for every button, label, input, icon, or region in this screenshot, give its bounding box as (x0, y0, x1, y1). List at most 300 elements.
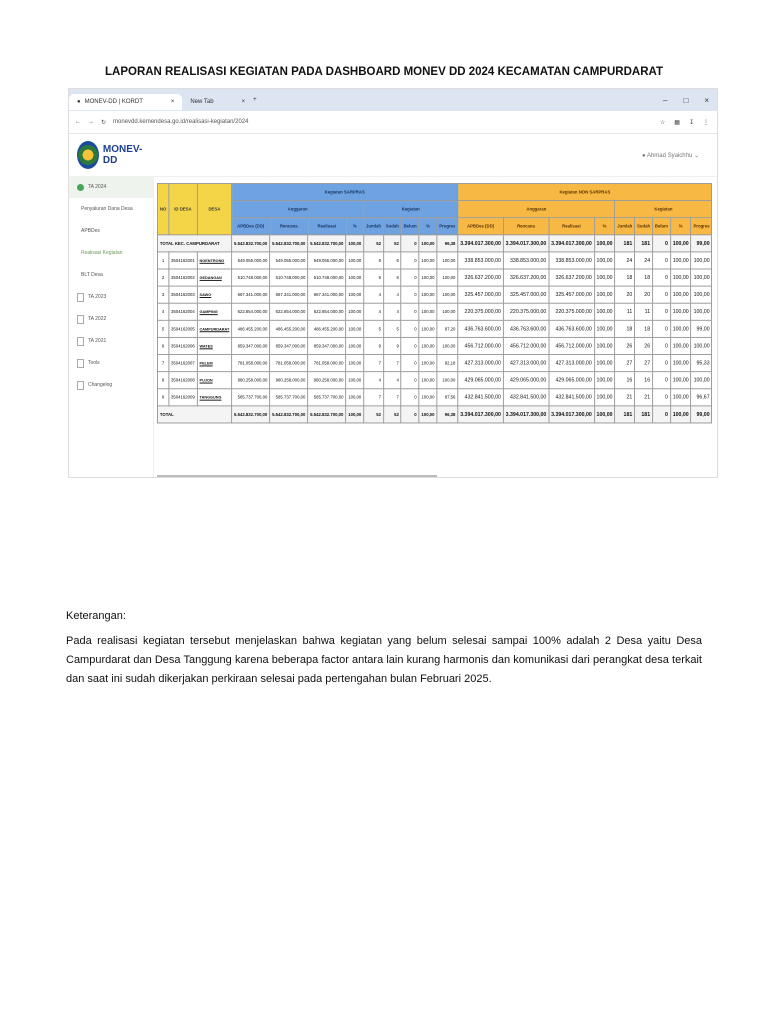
sidebar-label: BLT Desa (81, 272, 103, 278)
cell-non-sarpras: 436.763.600,00 (503, 320, 548, 337)
cell-non-sarpras: 0 (652, 235, 670, 252)
close-icon[interactable]: × (170, 99, 175, 105)
cell-sarpras: 100,00 (437, 269, 458, 286)
header-jumlah-s: Jumlah (364, 218, 384, 235)
cell-sarpras: 100,00 (419, 372, 437, 389)
cell-non-sarpras: 100,00 (670, 406, 691, 423)
browser-tab-bar (69, 89, 717, 111)
forward-icon[interactable]: → (88, 119, 94, 125)
cell-non-sarpras: 99,00 (691, 235, 712, 252)
cell-sarpras: 622.854.000,00 (308, 303, 346, 320)
header-desa: DESA (197, 183, 231, 234)
cell-non-sarpras: 26 (635, 337, 653, 354)
cell-non-sarpras: 456.712.000,00 (549, 337, 594, 354)
cell-sarpras: 667.341.000,00 (308, 286, 346, 303)
row-no: 2 (157, 269, 168, 286)
cell-sarpras: 0 (401, 303, 419, 320)
dashboard-screenshot (68, 88, 718, 478)
cell-non-sarpras: 432.841.500,00 (549, 389, 594, 406)
header-group-non-sarpras: Kegiatan NON SARPRAS (458, 183, 712, 200)
cell-sarpras: 100,00 (346, 269, 364, 286)
cell-non-sarpras: 429.065.000,00 (549, 372, 594, 389)
cell-sarpras: 100,00 (346, 303, 364, 320)
header-kegiatan-n: Kegiatan (615, 201, 712, 218)
table-row (157, 337, 712, 354)
cell-non-sarpras: 96,67 (691, 389, 712, 406)
cell-sarpras: 667.341.000,00 (270, 286, 308, 303)
cell-sarpras: 4 (364, 303, 384, 320)
cell-non-sarpras: 21 (635, 389, 653, 406)
cell-non-sarpras: 436.763.600,00 (458, 320, 503, 337)
cell-sarpras: 100,00 (419, 320, 437, 337)
cell-sarpras: 87,20 (437, 320, 458, 337)
sidebar-item-ta-2022[interactable] (69, 308, 153, 330)
cell-sarpras: 100,00 (346, 286, 364, 303)
sidebar-item-apbdes[interactable] (69, 220, 153, 242)
cell-sarpras: 0 (401, 269, 419, 286)
restore-icon[interactable]: □ (683, 95, 689, 105)
cell-sarpras: 100,00 (346, 252, 364, 269)
table-row (157, 372, 712, 389)
cell-sarpras: 0 (401, 337, 419, 354)
cell-sarpras: 667.341.000,00 (232, 286, 270, 303)
document-icon (77, 293, 84, 302)
document-icon (77, 315, 84, 324)
document-icon (77, 337, 84, 346)
sidebar-label: TA 2023 (88, 294, 107, 300)
cell-sarpras: 100,00 (419, 235, 437, 252)
cell-non-sarpras: 18 (635, 269, 653, 286)
cell-sarpras: 486.455.200,00 (232, 320, 270, 337)
cell-non-sarpras: 0 (652, 389, 670, 406)
sidebar-item-realisasi[interactable] (69, 242, 153, 264)
download-icon[interactable]: ↧ (688, 119, 694, 126)
row-desa-link[interactable]: PELEM (197, 355, 231, 372)
cell-non-sarpras: 95,33 (691, 355, 712, 372)
cell-non-sarpras: 11 (615, 303, 635, 320)
header-sudah-s: Sudah (383, 218, 401, 235)
cell-non-sarpras: 100,00 (594, 406, 615, 423)
row-desa-link[interactable]: WATES (197, 337, 231, 354)
cell-sarpras: 585.737.700,00 (308, 389, 346, 406)
cell-sarpras: 5 (383, 320, 401, 337)
cell-sarpras: 4 (383, 372, 401, 389)
cell-non-sarpras: 18 (615, 269, 635, 286)
horizontal-scrollbar[interactable] (157, 475, 437, 477)
cell-sarpras: 6 (364, 252, 384, 269)
sidebar-label: TA 2022 (88, 316, 107, 322)
table-row (157, 355, 712, 372)
app-logo (69, 134, 153, 176)
row-no: 6 (157, 337, 168, 354)
cell-sarpras: 4 (364, 372, 384, 389)
app-sidebar (69, 134, 154, 477)
cell-sarpras: 6 (383, 252, 401, 269)
cell-sarpras: 510.748.000,00 (308, 269, 346, 286)
cell-non-sarpras: 456.712.000,00 (458, 337, 503, 354)
browser-tab-new[interactable] (182, 94, 253, 110)
cell-non-sarpras: 100,00 (594, 337, 615, 354)
cell-sarpras: 100,00 (437, 303, 458, 320)
cell-sarpras: 486.455.200,00 (308, 320, 346, 337)
cell-sarpras: 549.055.000,00 (308, 252, 346, 269)
cell-sarpras: 859.347.000,00 (232, 337, 270, 354)
cell-non-sarpras: 3.394.017.300,00 (458, 235, 503, 252)
user-name: Ahmad Syaichhu (646, 152, 693, 159)
row-no: 1 (157, 252, 168, 269)
row-no: 7 (157, 355, 168, 372)
reload-icon[interactable]: ↻ (101, 119, 107, 126)
cell-non-sarpras: 100,00 (670, 372, 691, 389)
cell-non-sarpras: 326.637.200,00 (458, 269, 503, 286)
cell-non-sarpras: 3.394.017.300,00 (549, 406, 594, 423)
cell-non-sarpras: 3.394.017.300,00 (458, 406, 503, 423)
sidebar-item-ta-2021[interactable] (69, 330, 153, 352)
header-sudah-n: Sudah (635, 218, 653, 235)
total-label: TOTAL (157, 406, 231, 423)
sidebar-item-tools[interactable] (69, 352, 153, 374)
row-desa-link[interactable]: GAMPING (197, 303, 231, 320)
cell-non-sarpras: 16 (635, 372, 653, 389)
cell-non-sarpras: 100,00 (670, 389, 691, 406)
cell-sarpras: 7 (364, 389, 384, 406)
sidebar-label: TA 2021 (88, 338, 107, 344)
header-no: NO (157, 183, 168, 234)
cell-sarpras: 100,00 (346, 320, 364, 337)
cell-non-sarpras: 0 (652, 252, 670, 269)
row-id-desa: 3504162007 (169, 355, 198, 372)
back-icon[interactable]: ← (75, 119, 81, 125)
cell-sarpras: 0 (401, 372, 419, 389)
cell-sarpras: 7 (383, 389, 401, 406)
close-icon[interactable]: × (241, 99, 246, 105)
cell-non-sarpras: 326.637.200,00 (503, 269, 548, 286)
sidebar-item-ta-2023[interactable] (69, 286, 153, 308)
cell-non-sarpras: 20 (615, 286, 635, 303)
row-desa-link[interactable]: PUJON (197, 372, 231, 389)
cell-non-sarpras: 100,00 (594, 389, 615, 406)
row-no: 8 (157, 372, 168, 389)
header-apbdes-s: APBDes (DD) (232, 218, 270, 235)
cell-sarpras: 92,18 (437, 355, 458, 372)
header-realisasi-n: Realisasi (549, 218, 594, 235)
cell-non-sarpras: 326.637.200,00 (549, 269, 594, 286)
star-icon[interactable]: ☆ (659, 119, 666, 126)
cell-sarpras: 7 (364, 355, 384, 372)
user-menu[interactable]: ● Ahmad Syaichhu ⌄ (641, 152, 699, 159)
cell-non-sarpras: 18 (615, 320, 635, 337)
header-pct-n: % (594, 218, 615, 235)
cell-non-sarpras: 427.313.000,00 (458, 355, 503, 372)
cell-sarpras: 100,00 (419, 303, 437, 320)
cell-sarpras: 980.258.000,00 (308, 372, 346, 389)
cell-non-sarpras: 325.457.000,00 (458, 286, 503, 303)
cell-sarpras: 980.258.000,00 (232, 372, 270, 389)
sidebar-item-changelog[interactable] (69, 374, 153, 396)
cell-sarpras: 100,00 (346, 235, 364, 252)
cell-non-sarpras: 338.853.000,00 (503, 252, 548, 269)
cell-sarpras: 5 (364, 320, 384, 337)
tab-label: MONEV-DD | KORDT (84, 99, 143, 105)
cell-non-sarpras: 181 (635, 406, 653, 423)
cell-sarpras: 9 (364, 337, 384, 354)
cell-sarpras: 781.058.000,00 (270, 355, 308, 372)
browser-tab-monev[interactable] (69, 94, 182, 110)
cell-sarpras: 4 (383, 303, 401, 320)
cell-non-sarpras: 181 (615, 235, 635, 252)
sidebar-item-blt[interactable] (69, 264, 153, 286)
total-label: TOTAL KEC. CAMPURDARAT (157, 235, 231, 252)
cell-non-sarpras: 338.853.000,00 (458, 252, 503, 269)
cell-sarpras: 7 (383, 355, 401, 372)
cell-non-sarpras: 100,00 (594, 320, 615, 337)
sidebar-label: Penyaluran Dana Desa (81, 206, 133, 212)
cell-non-sarpras: 100,00 (670, 269, 691, 286)
extensions-icon[interactable]: ▦ (674, 119, 680, 126)
new-tab-icon[interactable]: + (253, 97, 257, 103)
cell-sarpras: 5.542.832.700,00 (232, 235, 270, 252)
cell-sarpras: 87,56 (437, 389, 458, 406)
row-no: 9 (157, 389, 168, 406)
cell-non-sarpras: 99,00 (691, 320, 712, 337)
table-row (157, 320, 712, 337)
cell-non-sarpras: 325.457.000,00 (549, 286, 594, 303)
cell-sarpras: 100,00 (419, 406, 437, 423)
cell-non-sarpras: 181 (635, 235, 653, 252)
cell-sarpras: 52 (383, 235, 401, 252)
sidebar-label: Tools (88, 360, 100, 366)
cell-sarpras: 100,00 (437, 337, 458, 354)
cell-non-sarpras: 427.313.000,00 (549, 355, 594, 372)
row-no: 5 (157, 320, 168, 337)
cell-sarpras: 5.542.832.700,00 (270, 235, 308, 252)
document-title: LAPORAN REALISASI KEGIATAN PADA DASHBOARD MONEV DD 2024 KECAMATAN CAMPURDARAT (105, 66, 663, 78)
cell-non-sarpras: 100,00 (670, 286, 691, 303)
cell-non-sarpras: 100,00 (670, 337, 691, 354)
cell-sarpras: 100,00 (346, 389, 364, 406)
cell-sarpras: 585.737.700,00 (232, 389, 270, 406)
cell-non-sarpras: 0 (652, 355, 670, 372)
cell-sarpras: 549.055.000,00 (232, 252, 270, 269)
header-anggaran-s: Anggaran (232, 201, 364, 218)
cell-non-sarpras: 100,00 (691, 372, 712, 389)
table-row (157, 303, 712, 320)
cell-non-sarpras: 436.763.600,00 (549, 320, 594, 337)
row-id-desa: 3504162009 (169, 389, 198, 406)
tools-icon (77, 359, 84, 368)
cell-sarpras: 52 (383, 406, 401, 423)
header-belum-s: Belum (401, 218, 419, 235)
cell-non-sarpras: 100,00 (691, 269, 712, 286)
cell-non-sarpras: 100,00 (691, 337, 712, 354)
cell-non-sarpras: 100,00 (670, 235, 691, 252)
logo-text: MONEV-DD (102, 144, 143, 166)
changelog-icon (77, 381, 84, 390)
cell-sarpras: 5.542.832.700,00 (308, 235, 346, 252)
header-verif-pct-s: % (419, 218, 437, 235)
cell-sarpras: 622.854.000,00 (270, 303, 308, 320)
sidebar-label: TA 2024 (88, 184, 107, 190)
row-id-desa: 3504162008 (169, 372, 198, 389)
cell-non-sarpras: 181 (615, 406, 635, 423)
cell-sarpras: 0 (401, 320, 419, 337)
cell-sarpras: 781.058.000,00 (308, 355, 346, 372)
cell-non-sarpras: 100,00 (670, 320, 691, 337)
row-desa-link[interactable]: GEDANGAN (197, 269, 231, 286)
cell-sarpras: 96,38 (437, 235, 458, 252)
header-realisasi-s: Realisasi (308, 218, 346, 235)
cell-non-sarpras: 220.375.000,00 (549, 303, 594, 320)
row-no: 4 (157, 303, 168, 320)
row-desa-link[interactable]: SAWO (197, 286, 231, 303)
cell-sarpras: 5.542.832.700,00 (270, 406, 308, 423)
header-kegiatan-s: Kegiatan (364, 201, 458, 218)
cell-sarpras: 100,00 (419, 286, 437, 303)
cell-non-sarpras: 100,00 (594, 235, 615, 252)
keterangan-label: Keterangan: (66, 610, 126, 622)
cell-sarpras: 100,00 (437, 252, 458, 269)
cell-sarpras: 5.542.832.700,00 (308, 406, 346, 423)
cell-sarpras: 100,00 (437, 286, 458, 303)
menu-icon[interactable]: ⋮ (703, 119, 709, 126)
row-desa-link[interactable]: TANGGUNG (197, 389, 231, 406)
cell-sarpras: 9 (383, 337, 401, 354)
realisasi-table (157, 183, 712, 423)
table-row (157, 389, 712, 406)
row-id-desa: 3504162002 (169, 269, 198, 286)
cell-sarpras: 100,00 (419, 389, 437, 406)
cell-sarpras: 0 (401, 286, 419, 303)
header-verif-pct-n: % (670, 218, 691, 235)
cell-non-sarpras: 27 (635, 355, 653, 372)
sidebar-item-ta-2024[interactable] (69, 176, 153, 198)
favicon-icon: ● (77, 99, 81, 105)
cell-sarpras: 100,00 (346, 406, 364, 423)
cell-sarpras: 100,00 (419, 337, 437, 354)
cell-non-sarpras: 100,00 (594, 303, 615, 320)
header-progres-n: Progres (691, 218, 712, 235)
cell-sarpras: 781.058.000,00 (232, 355, 270, 372)
table-row (157, 286, 712, 303)
total-row (157, 406, 712, 423)
cell-non-sarpras: 100,00 (670, 303, 691, 320)
keterangan-paragraph: Pada realisasi kegiatan tersebut menjelaskan bahwa kegiatan yang belum selesai sampai 100% adalah 2 Desa yaitu Desa Campurdarat dan Desa Tanggung karena beberapa factor antara lain kurang harmonis dan komunikasi dari perangkat desa terkait dan saat ini sudah dikerjakan perkiraan selesai pada pertengahan bulan Februari 2025. (66, 635, 702, 685)
cell-sarpras: 549.055.000,00 (270, 252, 308, 269)
cell-sarpras: 0 (401, 406, 419, 423)
cell-non-sarpras: 3.394.017.300,00 (549, 235, 594, 252)
header-group-sarpras: Kegiatan SARPRAS (232, 183, 458, 200)
cell-non-sarpras: 100,00 (594, 372, 615, 389)
cell-non-sarpras: 220.375.000,00 (458, 303, 503, 320)
realisasi-table-wrap (157, 183, 712, 423)
table-row (157, 252, 712, 269)
tab-label: New Tab (190, 99, 214, 105)
toolbar-icons (660, 119, 717, 126)
cell-non-sarpras: 338.853.000,00 (549, 252, 594, 269)
cell-non-sarpras: 20 (635, 286, 653, 303)
cell-sarpras: 4 (383, 286, 401, 303)
minimize-icon[interactable]: – (663, 95, 668, 105)
cell-sarpras: 0 (401, 355, 419, 372)
total-kecamatan-row (157, 235, 712, 252)
cell-non-sarpras: 432.841.500,00 (458, 389, 503, 406)
cell-non-sarpras: 99,00 (691, 406, 712, 423)
cell-non-sarpras: 11 (635, 303, 653, 320)
cell-sarpras: 6 (383, 269, 401, 286)
cell-sarpras: 0 (401, 389, 419, 406)
cell-non-sarpras: 0 (652, 320, 670, 337)
logo-emblem-icon (77, 141, 99, 169)
cell-sarpras: 5.542.832.700,00 (232, 406, 270, 423)
cell-non-sarpras: 427.313.000,00 (503, 355, 548, 372)
cell-sarpras: 100,00 (346, 372, 364, 389)
cell-non-sarpras: 18 (635, 320, 653, 337)
cell-non-sarpras: 24 (615, 252, 635, 269)
row-id-desa: 3504162001 (169, 252, 198, 269)
header-jumlah-n: Jumlah (615, 218, 635, 235)
row-id-desa: 3504162003 (169, 286, 198, 303)
cell-non-sarpras: 16 (615, 372, 635, 389)
cell-non-sarpras: 325.457.000,00 (503, 286, 548, 303)
cell-non-sarpras: 100,00 (594, 252, 615, 269)
sidebar-label: APBDes (81, 228, 100, 234)
header-rencana-s: Rencana (270, 218, 308, 235)
cell-sarpras: 622.854.000,00 (232, 303, 270, 320)
cell-non-sarpras: 0 (652, 337, 670, 354)
cell-non-sarpras: 429.065.000,00 (458, 372, 503, 389)
check-icon (77, 184, 84, 191)
cell-non-sarpras: 456.712.000,00 (503, 337, 548, 354)
table-body (157, 235, 712, 423)
cell-non-sarpras: 100,00 (670, 252, 691, 269)
cell-sarpras: 52 (364, 406, 384, 423)
cell-sarpras: 6 (364, 269, 384, 286)
cell-non-sarpras: 0 (652, 372, 670, 389)
cell-non-sarpras: 100,00 (691, 286, 712, 303)
cell-non-sarpras: 100,00 (691, 303, 712, 320)
cell-non-sarpras: 0 (652, 286, 670, 303)
header-id-desa: ID DESA (169, 183, 198, 234)
cell-sarpras: 96,38 (437, 406, 458, 423)
cell-sarpras: 486.455.200,00 (270, 320, 308, 337)
row-desa-link[interactable]: CAMPURDARAT (197, 320, 231, 337)
cell-sarpras: 859.347.000,00 (270, 337, 308, 354)
row-id-desa: 3504162005 (169, 320, 198, 337)
cell-sarpras: 100,00 (419, 252, 437, 269)
cell-sarpras: 980.258.000,00 (270, 372, 308, 389)
cell-sarpras: 100,00 (419, 269, 437, 286)
sidebar-item-penyaluran[interactable] (69, 198, 153, 220)
header-belum-n: Belum (652, 218, 670, 235)
close-window-icon[interactable]: × (704, 95, 709, 105)
row-id-desa: 3504162006 (169, 337, 198, 354)
cell-non-sarpras: 3.394.017.300,00 (503, 406, 548, 423)
row-desa-link[interactable]: NGENTRONG (197, 252, 231, 269)
cell-non-sarpras: 21 (615, 389, 635, 406)
header-pct-s: % (346, 218, 364, 235)
cell-non-sarpras: 429.065.000,00 (503, 372, 548, 389)
header-apbdes-n: APBDes (DD) (458, 218, 503, 235)
cell-non-sarpras: 26 (615, 337, 635, 354)
cell-non-sarpras: 0 (652, 269, 670, 286)
window-controls (663, 96, 717, 105)
cell-non-sarpras: 100,00 (594, 286, 615, 303)
cell-sarpras: 510.748.000,00 (270, 269, 308, 286)
cell-non-sarpras: 27 (615, 355, 635, 372)
cell-non-sarpras: 432.841.500,00 (503, 389, 548, 406)
url-field[interactable]: monevdd.kemendesa.go.id/realisasi-kegiatan/2024 (113, 119, 249, 125)
cell-sarpras: 4 (364, 286, 384, 303)
